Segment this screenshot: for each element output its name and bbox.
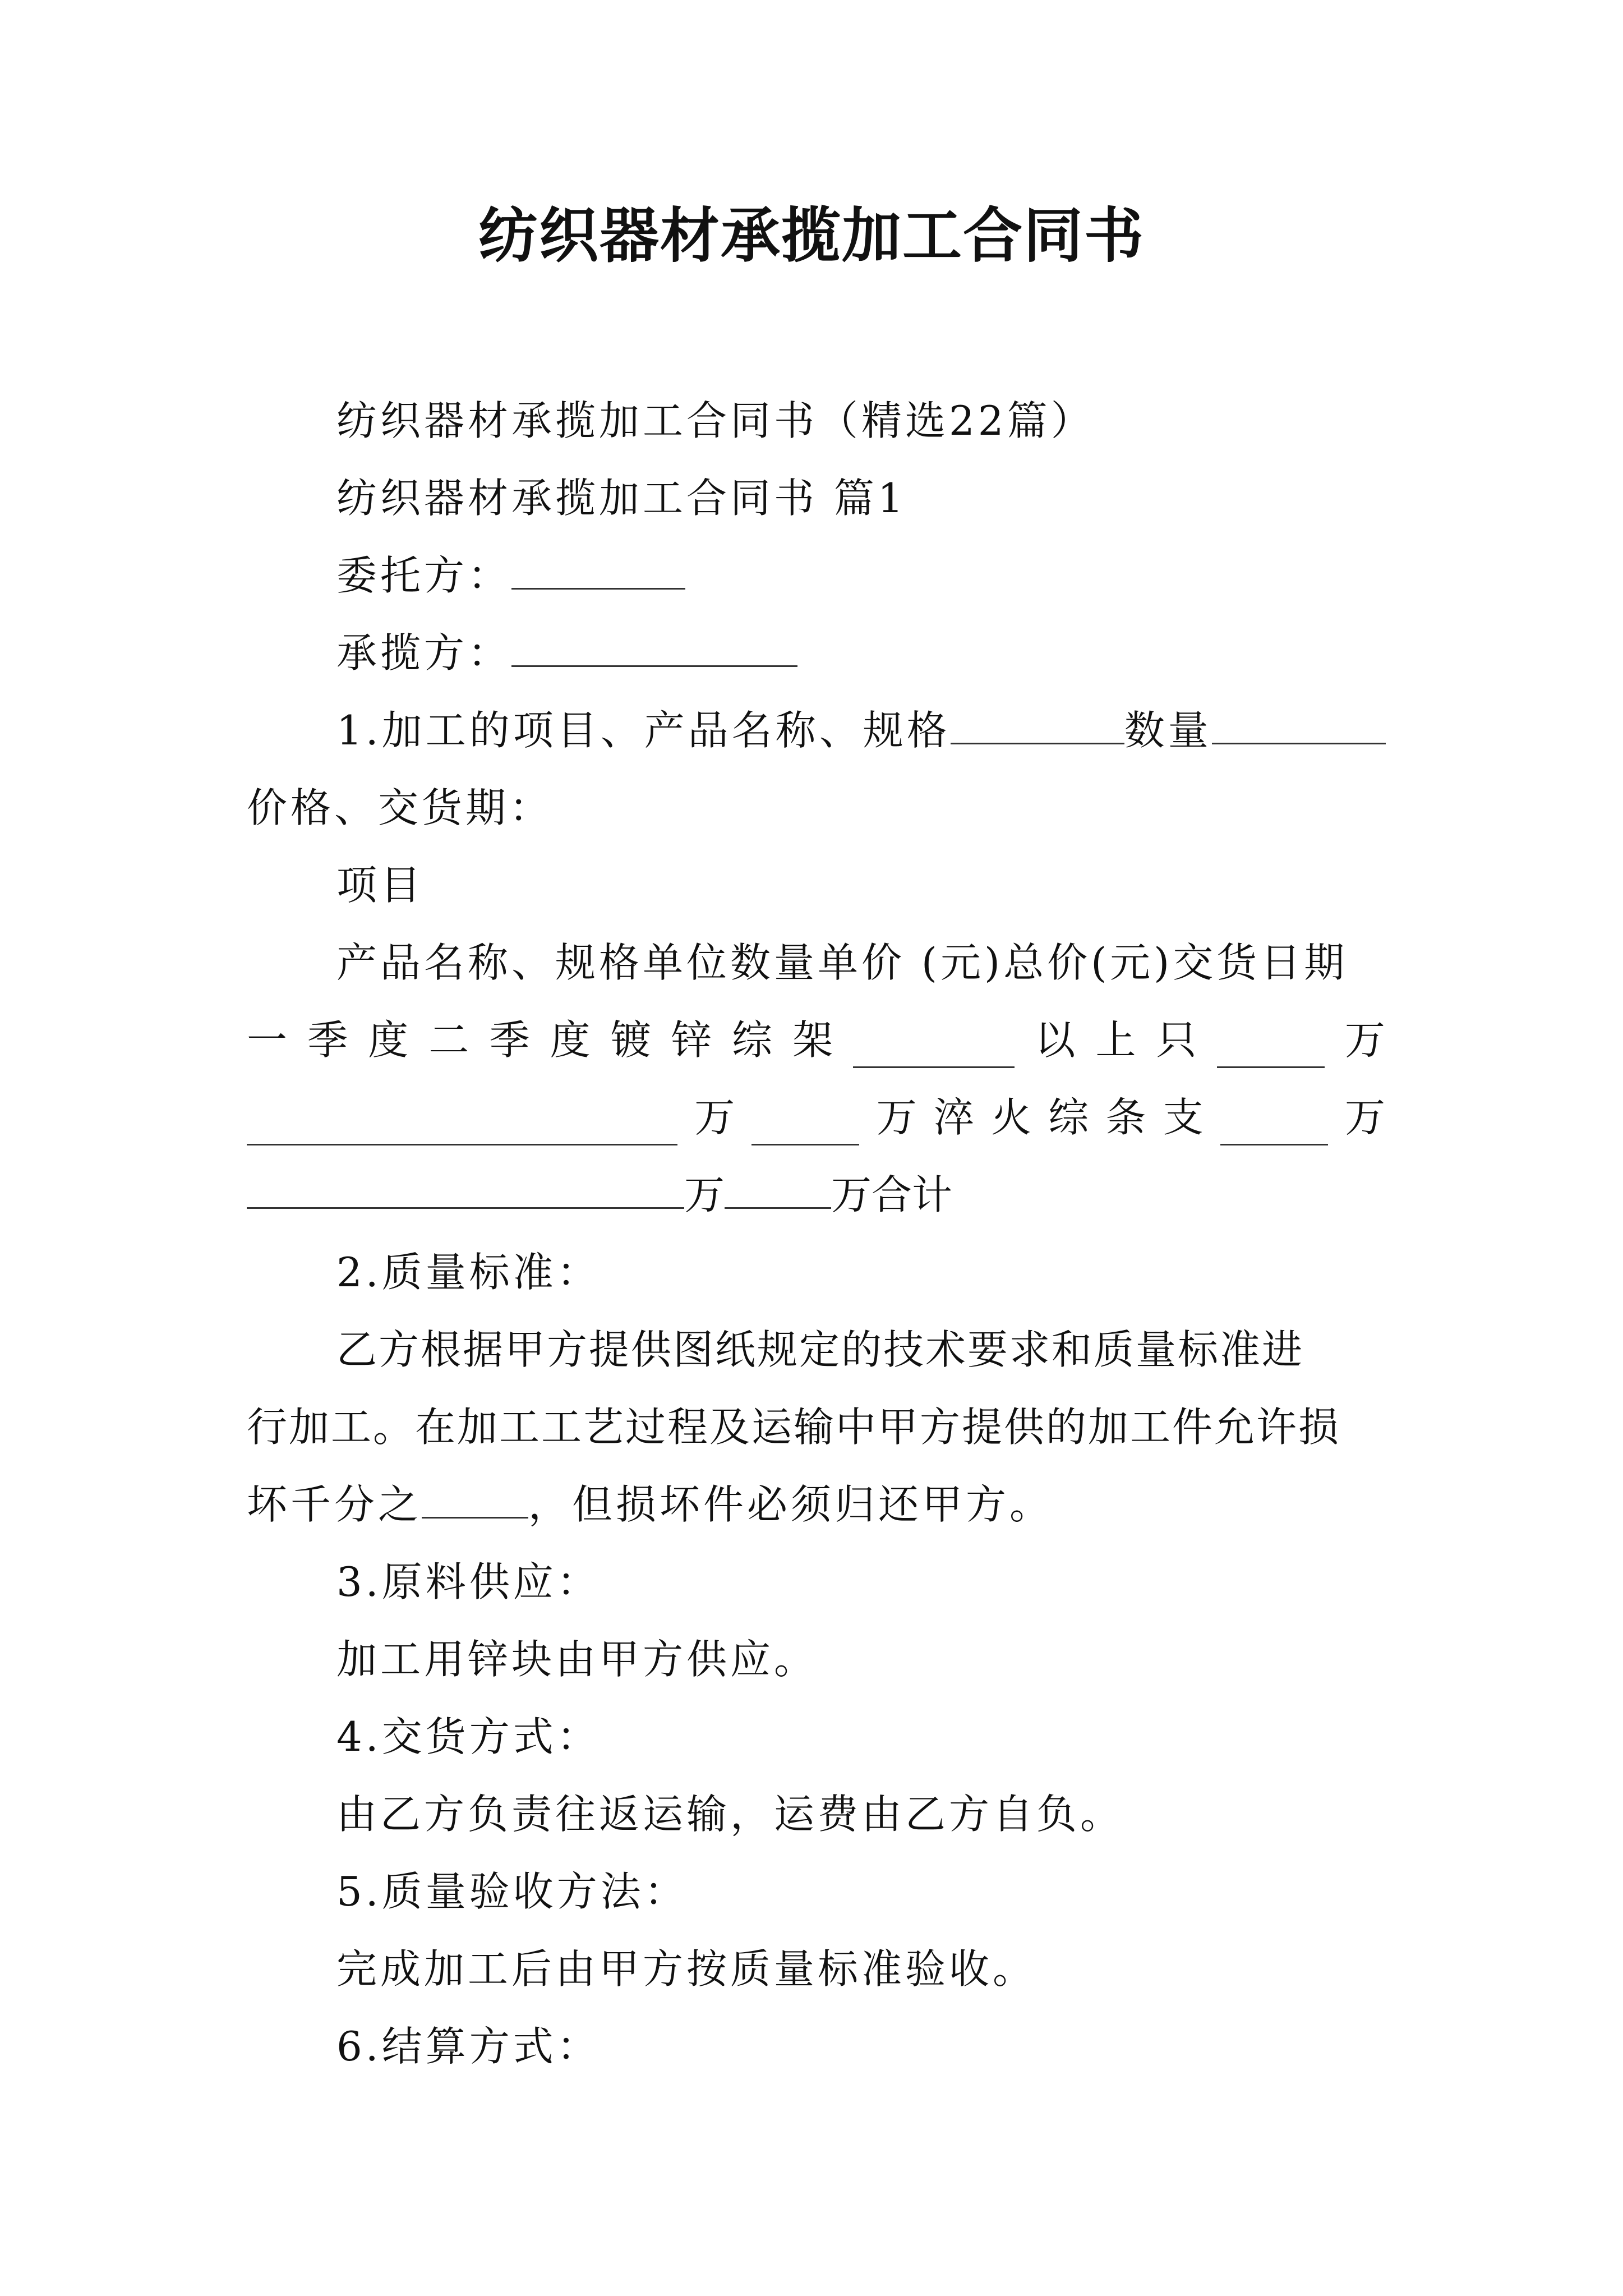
table-cell-char: 以 — [1035, 1016, 1076, 1064]
item5-text: 完成加工后由甲方按质量标准验收。 — [336, 1945, 1037, 1993]
table-row-1 — [247, 1012, 1385, 1068]
table-cell-char: 锌 — [671, 1016, 712, 1064]
table-cell-char: 季 — [489, 1016, 530, 1064]
row3-blank-1 — [247, 1168, 684, 1209]
table-cell-char: 万 — [1344, 1016, 1385, 1064]
table-header: 产品名称、规格单位数量单价 (元)总价(元)交货日期 — [336, 939, 1348, 986]
principal-blank — [511, 549, 685, 590]
table-cell-char: 镀 — [610, 1016, 651, 1064]
item1-continue: 价格、交货期： — [247, 784, 554, 831]
section-heading: 纺织器材承揽加工合同书 篇1 — [336, 475, 907, 522]
item2-paragraph-line-2: 行加工。在加工工艺过程及运输中甲方提供的加工件允许损 — [247, 1404, 1341, 1451]
item2-blank — [422, 1478, 528, 1519]
table-cell-char: 只 — [1156, 1016, 1197, 1064]
item3-text: 加工用锌块由甲方供应。 — [336, 1636, 818, 1683]
principal-label: 委托方： — [336, 552, 512, 599]
subtitle: 纺织器材承揽加工合同书（精选22篇） — [336, 397, 1095, 444]
table-cell-char: 火 — [990, 1094, 1031, 1141]
table-cell-char: 万 — [1344, 1094, 1385, 1141]
table-cell-char: 支 — [1163, 1094, 1204, 1141]
table-cell-char: 条 — [1105, 1094, 1146, 1141]
document-title: 纺织器材承揽加工合同书 — [478, 200, 1145, 270]
table-cell-char: 度 — [368, 1016, 409, 1064]
item2-paragraph-line-3 — [247, 1476, 1053, 1533]
table-cell-char: 度 — [550, 1016, 591, 1064]
table-cell-char: 架 — [792, 1016, 833, 1064]
table-cell-char: 万 — [876, 1094, 917, 1141]
table-cell-char: 二 — [428, 1016, 469, 1064]
contractor-line — [336, 625, 797, 681]
table-row-2 — [247, 1089, 1385, 1145]
row3-blank-2 — [725, 1168, 831, 1209]
table-row-3 — [247, 1167, 952, 1223]
contractor-label: 承揽方： — [336, 629, 512, 677]
project-label: 项目 — [336, 862, 425, 909]
table-cell-char: 综 — [732, 1016, 773, 1064]
fill-blank — [751, 1105, 859, 1145]
row3-text-a: 万 — [684, 1171, 725, 1218]
item6-heading: 6.结算方式： — [336, 2023, 601, 2070]
fill-blank — [1220, 1105, 1328, 1145]
spec-blank — [951, 703, 1124, 744]
principal-line — [336, 547, 685, 604]
item4-text: 由乙方负责往返运输，运费由乙方自负。 — [336, 1791, 1124, 1838]
item1-prefix: 1.加工的项目、产品名称、规格 — [336, 707, 951, 754]
fill-blank — [247, 1105, 677, 1145]
quantity-blank — [1212, 703, 1386, 744]
item2-text-a: 坏千分之 — [247, 1481, 422, 1528]
item4-heading: 4.交货方式： — [336, 1713, 601, 1760]
fill-blank — [853, 1027, 1015, 1068]
item5-heading: 5.质量验收方法： — [336, 1868, 688, 1915]
table-cell-char: 上 — [1095, 1016, 1136, 1064]
table-cell-char: 季 — [307, 1016, 348, 1064]
item3-heading: 3.原料供应： — [336, 1558, 601, 1605]
contractor-blank — [511, 626, 797, 667]
item2-text-b: ，但损坏件必须归还甲方。 — [528, 1481, 1054, 1528]
item2-heading: 2.质量标准： — [336, 1249, 601, 1296]
table-cell-char: 一 — [247, 1016, 288, 1064]
table-cell-char: 综 — [1048, 1094, 1089, 1141]
item2-paragraph-line-1: 乙方根据甲方提供图纸规定的技术要求和质量标准进 — [336, 1326, 1304, 1373]
table-cell-char: 淬 — [933, 1094, 974, 1141]
table-cell-char: 万 — [694, 1094, 735, 1141]
item1-line — [336, 702, 1386, 758]
row3-text-b: 万合计 — [831, 1171, 953, 1218]
fill-blank — [1217, 1027, 1325, 1068]
item1-quantity: 数量 — [1124, 707, 1212, 754]
